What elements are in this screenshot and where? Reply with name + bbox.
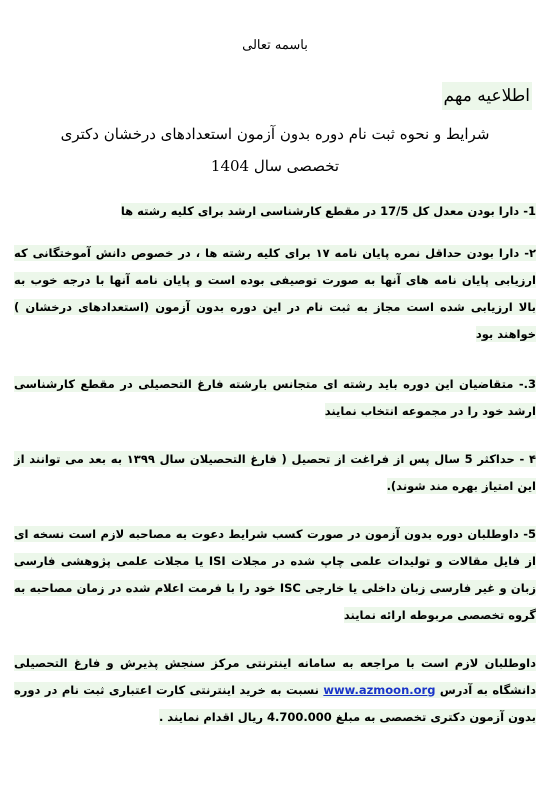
registration-text-after-link: نسبت به خرید اینترنتی کارت اعتباری ثبت نام در دوره بدون آزمون دکتری تخصصی به مبلغ 4.700.000 ریال اقدام نمایند . (14, 683, 536, 724)
registration-text-before-link: داوطلبان لازم است با مراجعه به سامانه اینترنتی مرکز سنجش پذیرش و فارغ التحصیلی دانشگاه به آدرس (14, 656, 537, 697)
condition-5 (14, 521, 536, 629)
notice-title: اطلاعیه مهم (442, 82, 532, 110)
condition-5-text: 5- داوطلبان دوره بدون آزمون در صورت کسب شرایط دعوت به مصاحبه لازم است نسخه ای از فایل مقالات و تولیدات علمی چاپ شده در مجلات ISI یا مجلات علمی پژوهشی فارسی زبان و غیر فارسی زبان داخلی یا خارجی ISC خود را با فرمت اعلام شده در زمان مصاحبه به گروه تخصصی مربوطه ارائه نمایند (14, 527, 536, 622)
condition-3-text: 3.- متقاضیان این دوره باید رشته ای متجانس بارشته فارغ التحصیلی در مقطع کارشناسی ارشد خود را در مجموعه انتخاب نمایند (14, 377, 536, 418)
notice-subtitle (40, 118, 510, 182)
subtitle-line-2: تخصصی سال 1404 (210, 157, 340, 175)
condition-1-text: 1- دارا بودن معدل کل 17/5 در مقطع کارشناسی ارشد برای کلیه رشته ها (120, 204, 536, 218)
condition-3 (14, 371, 536, 425)
condition-1 (14, 198, 536, 225)
condition-4 (14, 446, 536, 500)
subtitle-line-1: شرایط و نحوه ثبت نام دوره بدون آزمون استعدادهای درخشان دکتری (60, 125, 490, 143)
azmoon-website-link[interactable]: www.azmoon.org (323, 683, 436, 697)
condition-2-text: ۲- دارا بودن حداقل نمره پایان نامه ۱۷ برای کلیه رشته ها ، در خصوص دانش آموختگانی که ارزیابی پایان نامه های آنها به صورت توصیفی بوده است و پایان نامه آنها با درجه خوب به بالا ارزیابی شده است مجاز به ثبت نام در این دوره بدون آزمون (استعدادهای درخشان ) خواهند بود (14, 246, 536, 341)
condition-2 (14, 240, 536, 348)
basmala-heading: باسمه تعالی (242, 38, 308, 53)
registration-instructions (14, 650, 536, 731)
condition-4-text: ۴ - حداکثر 5 سال پس از فراغت از تحصیل ( فارغ التحصیلان سال ۱۳۹۹ به بعد می توانند از این امتیاز بهره مند شوند). (14, 452, 536, 493)
